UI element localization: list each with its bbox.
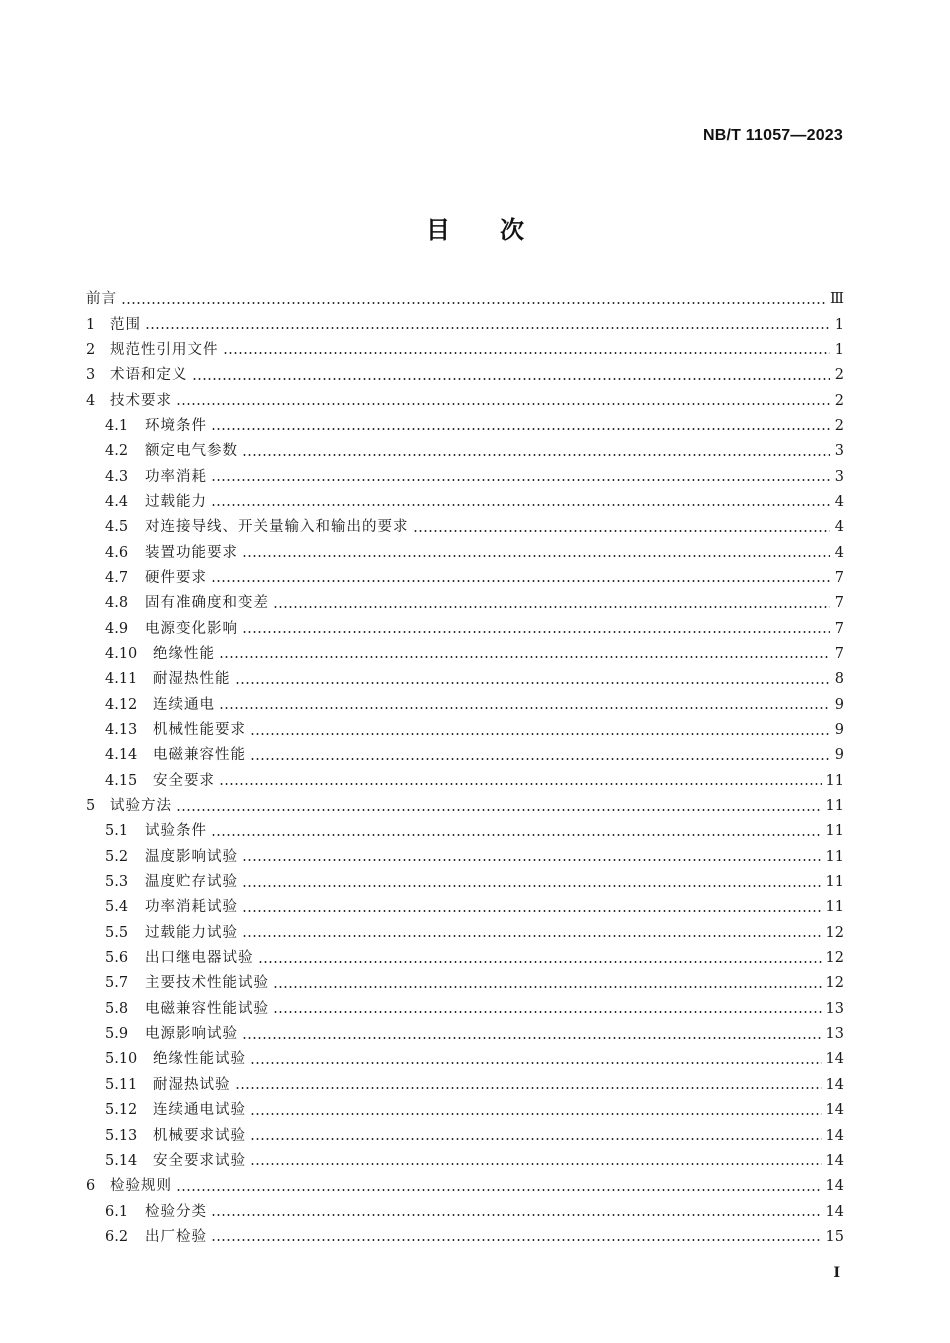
toc-entry-number: 6.2 — [105, 1228, 129, 1245]
toc-entry-label: 连续通电 — [153, 696, 215, 713]
toc-entry[interactable] — [86, 414, 844, 439]
toc-entry-label: 电磁兼容性能试验 — [145, 1000, 269, 1017]
dot-leader — [242, 859, 822, 861]
toc-entry-label: 主要技术性能试验 — [145, 975, 269, 992]
toc-entry[interactable] — [86, 1073, 844, 1098]
toc-entry-label: 连续通电试验 — [153, 1102, 246, 1119]
toc-entry[interactable] — [86, 388, 844, 413]
toc-entry-label: 电源变化影响 — [145, 620, 238, 637]
toc-entry[interactable] — [86, 287, 844, 312]
toc-entry-page: 7 — [834, 569, 844, 586]
dot-leader — [211, 1214, 822, 1216]
toc-entry-page: 4 — [834, 493, 844, 510]
toc-entry[interactable] — [86, 743, 844, 768]
toc-entry-page: 4 — [834, 519, 844, 536]
toc-entry-label: 过载能力 — [145, 493, 207, 510]
dot-leader — [211, 479, 830, 481]
toc-entry-number: 5.5 — [105, 924, 129, 941]
toc-entry-number: 4.6 — [105, 544, 129, 561]
dot-leader — [219, 707, 830, 709]
toc-entry[interactable] — [86, 1123, 844, 1148]
dot-leader — [176, 809, 822, 811]
toc-entry-number: 5.3 — [105, 874, 129, 891]
toc-entry-label: 电磁兼容性能 — [153, 747, 246, 764]
dot-leader — [211, 504, 830, 506]
toc-entry-page: 2 — [834, 367, 844, 384]
toc-entry[interactable] — [86, 946, 844, 971]
toc-entry-page: 11 — [825, 823, 844, 840]
dot-leader — [235, 1087, 822, 1089]
toc-entry[interactable] — [86, 1199, 844, 1224]
toc-entry[interactable] — [86, 515, 844, 540]
toc-entry-label: 前言 — [86, 291, 117, 308]
toc-entry[interactable] — [86, 921, 844, 946]
toc-entry[interactable] — [86, 338, 844, 363]
toc-entry-label: 温度贮存试验 — [145, 874, 238, 891]
toc-entry-label: 温度影响试验 — [145, 848, 238, 865]
toc-entry[interactable] — [86, 363, 844, 388]
dot-leader — [242, 1037, 822, 1039]
toc-entry-label: 环境条件 — [145, 417, 207, 434]
dot-leader — [223, 352, 831, 354]
toc-entry-label: 机械性能要求 — [153, 722, 246, 739]
toc-entry-number: 5.13 — [105, 1127, 138, 1144]
toc-entry[interactable] — [86, 1225, 844, 1250]
toc-entry[interactable] — [86, 870, 844, 895]
dot-leader — [219, 656, 830, 658]
toc-entry-page: 12 — [825, 975, 844, 992]
dot-leader — [211, 1239, 822, 1241]
toc-entry-page: 4 — [834, 544, 844, 561]
toc-entry-label: 技术要求 — [110, 392, 172, 409]
dot-leader — [211, 428, 830, 430]
toc-entry-page: 1 — [834, 316, 844, 333]
page-title: 目次 — [426, 216, 574, 244]
toc-entry-page: 7 — [834, 645, 844, 662]
toc-entry-page: 3 — [834, 443, 844, 460]
toc-entry-number: 2 — [86, 341, 96, 358]
toc-entry-label: 安全要求试验 — [153, 1152, 246, 1169]
toc-entry-page: 11 — [825, 798, 844, 815]
toc-entry[interactable] — [86, 439, 844, 464]
toc-entry-page: 14 — [825, 1203, 844, 1220]
toc-entry-number: 1 — [86, 316, 96, 333]
toc-entry-label: 出口继电器试验 — [145, 950, 254, 967]
toc-entry-number: 4.5 — [105, 519, 129, 536]
toc-entry-page: 14 — [825, 1178, 844, 1195]
toc-entry[interactable] — [86, 642, 844, 667]
dot-leader — [242, 631, 830, 633]
toc-entry-label: 试验条件 — [145, 823, 207, 840]
toc-entry-page: 8 — [834, 671, 844, 688]
dot-leader — [413, 530, 831, 532]
toc-entry-number: 4.7 — [105, 569, 129, 586]
toc-entry[interactable] — [86, 997, 844, 1022]
dot-leader — [211, 834, 822, 836]
toc-entry-number: 4.8 — [105, 595, 129, 612]
toc-entry-page: 12 — [825, 924, 844, 941]
toc-entry[interactable] — [86, 794, 844, 819]
toc-entry-page: 7 — [834, 595, 844, 612]
dot-leader — [250, 1113, 822, 1115]
toc-entry-label: 绝缘性能试验 — [153, 1051, 246, 1068]
toc-entry-number: 5 — [86, 798, 96, 815]
toc-entry[interactable] — [86, 566, 844, 591]
toc-entry[interactable] — [86, 718, 844, 743]
toc-entry[interactable] — [86, 1098, 844, 1123]
toc-entry-label: 试验方法 — [110, 798, 172, 815]
toc-entry[interactable] — [86, 845, 844, 870]
toc-entry-number: 5.4 — [105, 899, 129, 916]
page-number: I — [833, 1265, 840, 1281]
toc-entry-page: 14 — [825, 1051, 844, 1068]
toc-entry-label: 耐湿热性能 — [153, 671, 231, 688]
toc-entry-number: 4 — [86, 392, 96, 409]
toc-entry-number: 5.8 — [105, 1000, 129, 1017]
dot-leader — [258, 961, 822, 963]
toc-entry-number: 4.15 — [105, 772, 138, 789]
toc-entry-number: 4.10 — [105, 645, 138, 662]
dot-leader — [250, 1163, 822, 1165]
toc-entry-page: 11 — [825, 899, 844, 916]
toc-entry-label: 绝缘性能 — [153, 645, 215, 662]
toc-entry-label: 耐湿热试验 — [153, 1076, 231, 1093]
dot-leader — [176, 1189, 822, 1191]
toc-entry-number: 5.14 — [105, 1152, 138, 1169]
toc-entry[interactable] — [86, 1174, 844, 1199]
dot-leader — [242, 885, 822, 887]
toc-entry-label: 电源影响试验 — [145, 1026, 238, 1043]
toc-entry[interactable] — [86, 895, 844, 920]
toc-entry-number: 3 — [86, 367, 96, 384]
toc-entry-page: 15 — [825, 1228, 844, 1245]
toc-entry-label: 检验分类 — [145, 1203, 207, 1220]
toc-entry-label: 检验规则 — [110, 1178, 172, 1195]
toc-entry-number: 4.2 — [105, 443, 129, 460]
toc-entry-page: 7 — [834, 620, 844, 637]
table-of-contents — [86, 287, 844, 1250]
toc-entry-label: 硬件要求 — [145, 569, 207, 586]
toc-entry[interactable] — [86, 1047, 844, 1072]
toc-entry[interactable] — [86, 769, 844, 794]
toc-entry-number: 4.9 — [105, 620, 129, 637]
toc-entry-number: 5.7 — [105, 975, 129, 992]
toc-entry-page: 14 — [825, 1102, 844, 1119]
toc-entry-number: 4.13 — [105, 722, 138, 739]
toc-entry[interactable] — [86, 464, 844, 489]
toc-entry-label: 功率消耗试验 — [145, 899, 238, 916]
toc-entry-label: 术语和定义 — [110, 367, 188, 384]
dot-leader — [250, 758, 830, 760]
toc-entry[interactable] — [86, 591, 844, 616]
dot-leader — [145, 327, 830, 329]
dot-leader — [235, 682, 831, 684]
toc-entry-page: 14 — [825, 1152, 844, 1169]
toc-entry-page: 11 — [825, 772, 844, 789]
toc-entry[interactable] — [86, 819, 844, 844]
toc-entry-page: 9 — [834, 722, 844, 739]
toc-entry[interactable] — [86, 1022, 844, 1047]
toc-entry-number: 5.12 — [105, 1102, 138, 1119]
dot-leader — [242, 935, 822, 937]
toc-entry-page: 2 — [834, 417, 844, 434]
toc-entry-page: Ⅲ — [830, 291, 844, 308]
toc-entry-number: 4.3 — [105, 468, 129, 485]
toc-entry[interactable] — [86, 490, 844, 515]
dot-leader — [273, 1011, 822, 1013]
toc-entry-page: 1 — [834, 341, 844, 358]
toc-entry-number: 4.12 — [105, 696, 138, 713]
dot-leader — [250, 1138, 822, 1140]
toc-entry-page: 13 — [825, 1026, 844, 1043]
toc-entry-number: 4.1 — [105, 417, 129, 434]
dot-leader — [242, 910, 822, 912]
dot-leader — [192, 378, 831, 380]
toc-entry-number: 5.9 — [105, 1026, 129, 1043]
toc-entry-number: 5.2 — [105, 848, 129, 865]
toc-entry-number: 6.1 — [105, 1203, 129, 1220]
toc-entry-label: 装置功能要求 — [145, 544, 238, 561]
toc-entry[interactable] — [86, 1149, 844, 1174]
toc-entry[interactable] — [86, 693, 844, 718]
document-code: NB/T 11057—2023 — [703, 127, 843, 144]
toc-entry-label: 机械要求试验 — [153, 1127, 246, 1144]
toc-entry-page: 11 — [825, 848, 844, 865]
dot-leader — [250, 733, 830, 735]
toc-entry-number: 4.11 — [105, 671, 138, 688]
toc-entry-number: 5.1 — [105, 823, 129, 840]
toc-entry[interactable] — [86, 616, 844, 641]
toc-entry-page: 14 — [825, 1127, 844, 1144]
toc-entry-page: 9 — [834, 747, 844, 764]
toc-entry-label: 功率消耗 — [145, 468, 207, 485]
dot-leader — [176, 403, 830, 405]
toc-entry-label: 出厂检验 — [145, 1228, 207, 1245]
toc-entry-page: 11 — [825, 874, 844, 891]
toc-entry-label: 对连接导线、开关量输入和输出的要求 — [145, 519, 409, 536]
toc-entry-label: 过载能力试验 — [145, 924, 238, 941]
dot-leader — [273, 986, 822, 988]
toc-entry[interactable] — [86, 667, 844, 692]
toc-entry-number: 4.14 — [105, 747, 138, 764]
toc-entry-page: 12 — [825, 950, 844, 967]
toc-entry-number: 4.4 — [105, 493, 129, 510]
dot-leader — [250, 1062, 822, 1064]
toc-entry-label: 额定电气参数 — [145, 443, 238, 460]
toc-entry-label: 固有准确度和变差 — [145, 595, 269, 612]
dot-leader — [219, 783, 822, 785]
dot-leader — [242, 454, 830, 456]
dot-leader — [242, 555, 830, 557]
dot-leader — [273, 606, 830, 608]
toc-entry-label: 安全要求 — [153, 772, 215, 789]
toc-entry-page: 14 — [825, 1076, 844, 1093]
toc-entry-page: 13 — [825, 1000, 844, 1017]
toc-entry-number: 5.10 — [105, 1051, 138, 1068]
toc-entry-label: 范围 — [110, 316, 141, 333]
toc-entry-number: 6 — [86, 1178, 96, 1195]
toc-entry[interactable] — [86, 540, 844, 565]
dot-leader — [211, 580, 830, 582]
toc-entry[interactable] — [86, 312, 844, 337]
dot-leader — [121, 302, 826, 304]
toc-entry-page: 3 — [834, 468, 844, 485]
toc-entry-number: 5.11 — [105, 1076, 138, 1093]
toc-entry-page: 2 — [834, 392, 844, 409]
toc-entry-number: 5.6 — [105, 950, 129, 967]
toc-entry[interactable] — [86, 971, 844, 996]
toc-entry-page: 9 — [834, 696, 844, 713]
toc-entry-label: 规范性引用文件 — [110, 341, 219, 358]
